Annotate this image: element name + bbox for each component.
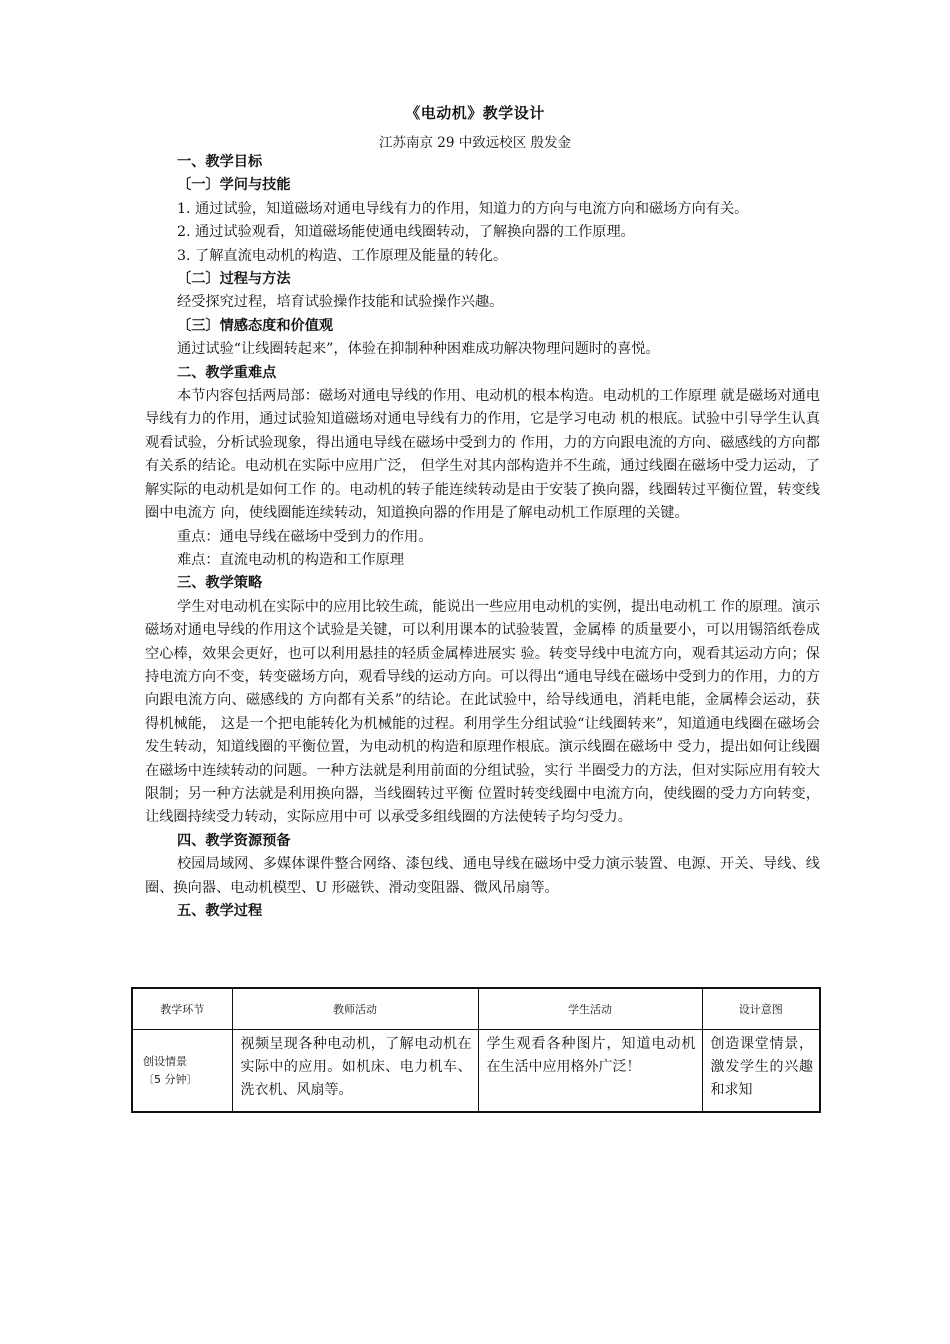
table-header-cell: 教师活动: [232, 988, 478, 1030]
table-header-cell: 教学环节: [132, 988, 232, 1030]
document-body: [145, 151, 820, 923]
paragraph: 3. 了解直流电动机的构造、工作原理及能量的转化。: [177, 247, 508, 264]
stage-duration: 〔5 分钟〕: [143, 1072, 198, 1086]
paragraph: 通过试验“让线圈转起来”，体验在抑制种种困难成功解决物理问题时的喜悦。: [177, 341, 660, 358]
section-heading-resources: 四、教学资源预备: [177, 832, 291, 849]
paragraph: 重点：通电导线在磁场中受到力的作用。: [177, 528, 433, 545]
section-heading-process: 五、教学过程: [177, 903, 263, 919]
section-heading-key-points: 二、教学重难点: [177, 364, 277, 381]
paragraph: 2. 通过试验观看，知道磁场能使通电线圈转动，了解换向器的工作原理。: [177, 224, 635, 241]
document-title: 《电动机》教学设计: [405, 104, 545, 122]
table-header-cell: 设计意图: [702, 988, 820, 1030]
subheading-attitude-values: 〔三〕情感态度和价值观: [177, 317, 334, 334]
section-heading-strategy: 三、教学策略: [177, 575, 263, 592]
teaching-process-table: [131, 987, 821, 1113]
paragraph: 1. 通过试验，知道磁场对通电导线有力的作用，知道力的方向与电流方向和磁场方向有关。: [177, 200, 749, 217]
stage-name: 创设情景: [143, 1054, 187, 1068]
paragraph: 学生对电动机在实际中的应用比较生疏，能说出一些应用电动机的实例，提出电动机工 作的原理。演示磁场对通电导线的作用这个试验是关键，可以利用课本的试验装置，金属棒 的质量要小，可以用锡箔纸卷成空心棒，效果会更好，也可以利用悬挂的轻质金属棒进展实 验。转变导线中电流方向，观看其运动方向；保持电流方向不变，转变磁场方向，观看导线的运动方向。可以得出“通电导线在磁场中受到力的作用，力的方向跟电流方向、磁感线的 方向都有关系”的结论。在此试验中，给导线通电，消耗电能，金属棒会运动，获得机械能， 这是一个把电能转化为机械能的过程。利用学生分组试验“让线圈转来”，知道通电线圈在磁场会发生转动，知道线圈的平衡位置，为电动机的构造和原理作根底。演示线圈在磁场中 受力，提出如何让线圈在磁场中连续转动的问题。一种方法就是利用前面的分组试验，实行 半圈受力的方法，但对实际应用有较大限制；另一种方法就是利用换向器，当线圈转过平衡 位置时转变线圈中电流方向，使线圈的受力方向转变，让线圈持续受力转动，实际应用中可 以承受多组线圈的方法使转子均匀受力。: [145, 598, 820, 826]
table-cell-stage: [132, 1030, 232, 1113]
subheading-knowledge-skills: 〔一〕学问与技能: [177, 177, 291, 194]
document-author: 江苏南京 29 中致远校区 殷发金: [378, 135, 572, 151]
paragraph: 经受探究过程，培育试验操作技能和试验操作兴趣。: [177, 294, 504, 311]
paragraph: 难点：直流电动机的构造和工作原理: [177, 551, 405, 568]
table-cell-intent: 创造课堂情景，激发学生的兴趣和求知: [702, 1030, 820, 1113]
table-cell-teacher: 视频呈现各种电动机，了解电动机在实际中的应用。如机床、电力机车、洗衣机、风扇等。: [232, 1030, 478, 1113]
table-header-row: [132, 988, 820, 1030]
subheading-process-method: 〔二〕过程与方法: [177, 271, 291, 288]
paragraph: 本节内容包括两局部：磁场对通电导线的作用、电动机的根本构造。电动机的工作原理 就是磁场对通电导线有力的作用，通过试验知道磁场对通电导线有力的作用，它是学习电动 机的根底。试验中引导学生认真观看试验，分析试验现象，得出通电导线在磁场中受到力的 作用，力的方向跟电流的方向、磁感线的方向都有关系的结论。电动机在实际中应用广泛， 但学生对其内部构造并不生疏，通过线圈在磁场中受力运动，了解实际的电动机是如何工作 的。电动机的转子能连续转动是由于安装了换向器，线圈转过平衡位置，转变线圈中电流方 向，使线圈能连续转动，知道换向器的作用是了解电动机工作原理的关键。: [145, 388, 820, 522]
table-cell-student: 学生观看各种图片，知道电动机在生活中应用格外广泛！: [478, 1030, 702, 1113]
section-heading-objectives: 一、教学目标: [177, 154, 263, 170]
table-row: [132, 1030, 820, 1113]
paragraph: 校园局域网、多媒体课件整合网络、漆包线、通电导线在磁场中受力演示装置、电源、开关、导线、线圈、换向器、电动机模型、U 形磁铁、滑动变阻器、微风吊扇等。: [145, 856, 820, 896]
table-header-cell: 学生活动: [478, 988, 702, 1030]
